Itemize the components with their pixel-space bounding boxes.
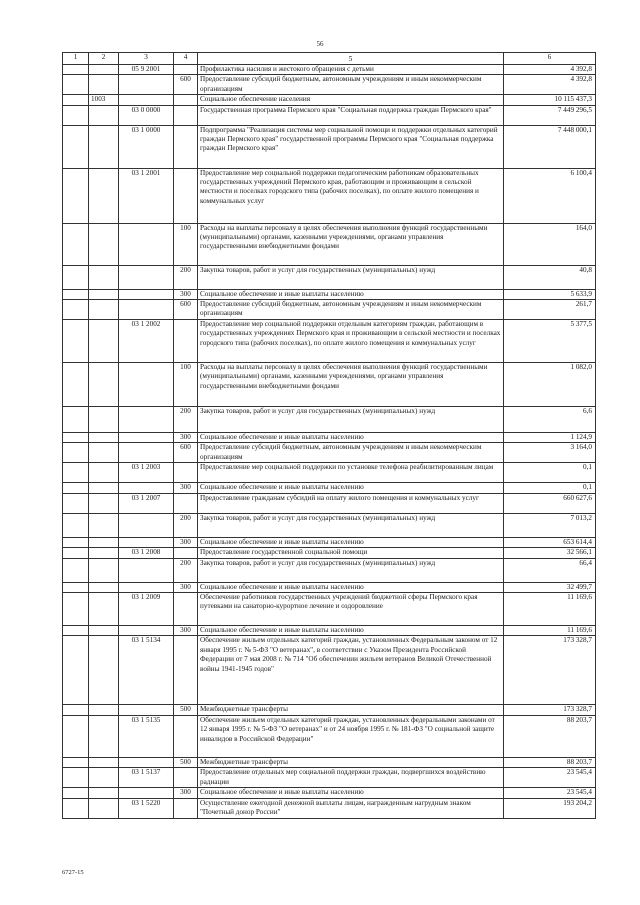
row-description: Социальное обеспечение и иные выплаты населению: [198, 582, 504, 592]
row-col-1: [63, 493, 89, 513]
table-row: [63, 320, 596, 363]
row-target-article: 03 1 2009: [119, 593, 174, 626]
row-amount: 1 082,0: [504, 363, 596, 407]
row-target-article: [119, 558, 174, 582]
row-description: Закупка товаров, работ и услуг для государственных (муниципальных) нужд: [198, 513, 504, 537]
row-col-1: [63, 483, 89, 493]
row-expense-type: 300: [174, 433, 198, 443]
row-target-article: [119, 483, 174, 493]
row-target-article: 03 0 0000: [119, 105, 174, 125]
row-section-code: [89, 300, 119, 320]
row-target-article: [119, 443, 174, 463]
row-description: Предоставление мер социальной поддержки педагогическим работникам образовательных государственных учреждений Пермского края, работающим и проживающим в сельской местности и поселках городского типа (рабочих поселках), по оплате жилого помещения и коммунальных услуг: [198, 168, 504, 223]
row-col-1: [63, 768, 89, 788]
row-amount: 66,4: [504, 558, 596, 582]
row-description: Межбюджетные трансферты: [198, 757, 504, 767]
row-expense-type: 300: [174, 483, 198, 493]
row-section-code: [89, 626, 119, 636]
row-col-1: [63, 223, 89, 265]
row-amount: 193 204,2: [504, 798, 596, 818]
row-description: Расходы на выплаты персоналу в целях обеспечения выполнения функций государственными (муниципальными) органами, казенными учреждениями, органами управления государственными внебюджетными фондами: [198, 223, 504, 265]
header-col-2: 2: [89, 53, 119, 65]
header-col-6: 6: [504, 53, 596, 65]
row-amount: 3 164,0: [504, 443, 596, 463]
row-expense-type: [174, 768, 198, 788]
row-section-code: [89, 705, 119, 715]
row-expense-type: 600: [174, 443, 198, 463]
row-section-code: [89, 768, 119, 788]
row-expense-type: 200: [174, 265, 198, 289]
row-expense-type: [174, 715, 198, 757]
row-target-article: 03 1 5134: [119, 636, 174, 705]
row-section-code: [89, 265, 119, 289]
row-description: Предоставление субсидий бюджетным, автономным учреждениям и иным некоммерческим организациям: [198, 300, 504, 320]
header-col-1: 1: [63, 53, 89, 65]
row-expense-type: 300: [174, 289, 198, 299]
row-amount: 88 203,7: [504, 715, 596, 757]
row-amount: 40,8: [504, 265, 596, 289]
row-col-1: [63, 537, 89, 547]
row-target-article: 03 1 5135: [119, 715, 174, 757]
row-target-article: [119, 75, 174, 95]
table-row: [63, 582, 596, 592]
row-expense-type: [174, 95, 198, 105]
row-description: Закупка товаров, работ и услуг для государственных (муниципальных) нужд: [198, 265, 504, 289]
row-expense-type: [174, 168, 198, 223]
table-row: [63, 513, 596, 537]
table-row: [63, 483, 596, 493]
row-amount: 164,0: [504, 223, 596, 265]
row-target-article: [119, 223, 174, 265]
row-description: Расходы на выплаты персоналу в целях обеспечения выполнения функций государственными (муниципальными) органами, казенными учреждениями, органами управления государственными внебюджетными фондами: [198, 363, 504, 407]
table-row: [63, 65, 596, 75]
row-col-1: [63, 95, 89, 105]
row-expense-type: 200: [174, 513, 198, 537]
table-row: [63, 636, 596, 705]
row-section-code: [89, 798, 119, 818]
row-col-1: [63, 75, 89, 95]
row-section-code: [89, 223, 119, 265]
row-description: Предоставление гражданам субсидий на оплату жилого помещения и коммунальных услуг: [198, 493, 504, 513]
row-section-code: [89, 493, 119, 513]
table-row: [63, 593, 596, 626]
row-col-1: [63, 65, 89, 75]
table-row: [63, 626, 596, 636]
row-description: Предоставление мер социальной поддержки отдельным категориям граждан, работающим в государственных учреждениях Пермского края и проживающим в сельской местности и поселках городского типа (рабочих поселках), по оплате жилого помещения и коммунальных услуг: [198, 320, 504, 363]
row-amount: 173 328,7: [504, 636, 596, 705]
row-section-code: [89, 715, 119, 757]
table-header-row: [63, 53, 596, 65]
table-row: [63, 493, 596, 513]
row-col-1: [63, 363, 89, 407]
table-row: [63, 558, 596, 582]
row-target-article: [119, 788, 174, 798]
table-row: [63, 463, 596, 483]
table-row: [63, 715, 596, 757]
row-amount: 23 545,4: [504, 768, 596, 788]
table-row: [63, 757, 596, 767]
row-expense-type: 600: [174, 75, 198, 95]
row-amount: 7 449 296,5: [504, 105, 596, 125]
row-amount: 6 100,4: [504, 168, 596, 223]
row-amount: 0,1: [504, 483, 596, 493]
row-col-1: [63, 443, 89, 463]
row-section-code: [89, 483, 119, 493]
row-target-article: [119, 513, 174, 537]
row-amount: 10 115 437,3: [504, 95, 596, 105]
row-description: Межбюджетные трансферты: [198, 705, 504, 715]
row-col-1: [63, 582, 89, 592]
row-amount: 660 627,6: [504, 493, 596, 513]
row-amount: 32 566,1: [504, 548, 596, 558]
row-description: Профилактика насилия и жестокого обращения с детьми: [198, 65, 504, 75]
row-target-article: 03 1 0000: [119, 125, 174, 168]
table-row: [63, 105, 596, 125]
row-description: Предоставление государственной социальной помощи: [198, 548, 504, 558]
row-description: Осуществление ежегодной денежной выплаты лицам, награжденным нагрудным знаком "Почетный донор России": [198, 798, 504, 818]
row-expense-type: [174, 593, 198, 626]
row-description: Закупка товаров, работ и услуг для государственных (муниципальных) нужд: [198, 407, 504, 433]
row-description: Обеспечение жильем отдельных категорий граждан, установленных федеральными законами от 12 января 1995 г. № 5-ФЗ "О ветеранах" и от 24 ноября 1995 г. № 181-ФЗ "О социальной защите инвалидов в Российской Федерации": [198, 715, 504, 757]
header-col-5: 5: [198, 53, 504, 65]
row-section-code: [89, 537, 119, 547]
row-target-article: 05 9 2001: [119, 65, 174, 75]
row-col-1: [63, 265, 89, 289]
row-amount: 261,7: [504, 300, 596, 320]
table-row: [63, 289, 596, 299]
row-target-article: [119, 95, 174, 105]
row-col-1: [63, 463, 89, 483]
row-section-code: [89, 125, 119, 168]
row-target-article: [119, 582, 174, 592]
row-amount: 1 124,9: [504, 433, 596, 443]
row-amount: 4 392,8: [504, 75, 596, 95]
row-section-code: [89, 320, 119, 363]
row-description: Закупка товаров, работ и услуг для государственных (муниципальных) нужд: [198, 558, 504, 582]
row-col-1: [63, 513, 89, 537]
row-description: Социальное обеспечение и иные выплаты населению: [198, 289, 504, 299]
row-expense-type: [174, 463, 198, 483]
row-col-1: [63, 125, 89, 168]
row-description: Социальное обеспечение населения: [198, 95, 504, 105]
row-target-article: [119, 626, 174, 636]
budget-table-body: [63, 53, 596, 819]
row-expense-type: 200: [174, 407, 198, 433]
row-col-1: [63, 300, 89, 320]
row-col-1: [63, 788, 89, 798]
row-section-code: [89, 363, 119, 407]
row-col-1: [63, 320, 89, 363]
row-expense-type: [174, 65, 198, 75]
table-row: [63, 363, 596, 407]
row-expense-type: [174, 105, 198, 125]
table-row: [63, 95, 596, 105]
row-description: Социальное обеспечение и иные выплаты населению: [198, 788, 504, 798]
row-section-code: [89, 168, 119, 223]
row-col-1: [63, 548, 89, 558]
table-row: [63, 300, 596, 320]
row-section-code: [89, 65, 119, 75]
row-expense-type: 100: [174, 363, 198, 407]
row-amount: 0,1: [504, 463, 596, 483]
row-expense-type: 100: [174, 223, 198, 265]
row-amount: 5 633,9: [504, 289, 596, 299]
row-description: Обеспечение жильем отдельных категорий граждан, установленных Федеральным законом от 12 января 1995 г. № 5-ФЗ "О ветеранах", в соответствии с Указом Президента Российской Федерации от 7 мая 2008 г. № 714 "Об обеспечении жильем ветеранов Великой Отечественной войны 1941-1945 годов": [198, 636, 504, 705]
header-col-3: 3: [119, 53, 174, 65]
row-target-article: 03 1 2003: [119, 463, 174, 483]
row-expense-type: [174, 548, 198, 558]
row-description: Социальное обеспечение и иные выплаты населению: [198, 433, 504, 443]
header-col-4: 4: [174, 53, 198, 65]
row-col-1: [63, 757, 89, 767]
table-row: [63, 788, 596, 798]
budget-table: [62, 52, 596, 819]
row-section-code: [89, 593, 119, 626]
row-section-code: [89, 582, 119, 592]
row-col-1: [63, 407, 89, 433]
table-row: [63, 548, 596, 558]
row-section-code: [89, 443, 119, 463]
row-target-article: [119, 433, 174, 443]
row-expense-type: 500: [174, 757, 198, 767]
table-row: [63, 768, 596, 788]
row-description: Социальное обеспечение и иные выплаты населению: [198, 626, 504, 636]
row-section-code: [89, 757, 119, 767]
row-amount: 5 377,5: [504, 320, 596, 363]
footer-code: 6727-15: [62, 869, 84, 876]
row-amount: 653 614,4: [504, 537, 596, 547]
table-row: [63, 798, 596, 818]
table-row: [63, 407, 596, 433]
row-target-article: [119, 289, 174, 299]
table-row: [63, 168, 596, 223]
row-description: Подпрограмма "Реализация системы мер социальной помощи и поддержки отдельных категорий граждан Пермского края" государственной программы Пермского края "Социальная поддержка граждан Пермского края": [198, 125, 504, 168]
row-description: Социальное обеспечение и иные выплаты населению: [198, 537, 504, 547]
row-expense-type: 200: [174, 558, 198, 582]
table-row: [63, 537, 596, 547]
row-section-code: [89, 636, 119, 705]
row-target-article: 03 1 2007: [119, 493, 174, 513]
row-amount: 11 169,6: [504, 626, 596, 636]
row-amount: 23 545,4: [504, 788, 596, 798]
row-expense-type: 300: [174, 537, 198, 547]
table-row: [63, 125, 596, 168]
row-expense-type: [174, 636, 198, 705]
row-section-code: [89, 548, 119, 558]
row-amount: 88 203,7: [504, 757, 596, 767]
row-expense-type: 500: [174, 705, 198, 715]
row-col-1: [63, 593, 89, 626]
row-amount: 4 392,8: [504, 65, 596, 75]
row-expense-type: 600: [174, 300, 198, 320]
row-expense-type: 300: [174, 626, 198, 636]
row-target-article: [119, 537, 174, 547]
row-target-article: [119, 300, 174, 320]
row-section-code: 1003: [89, 95, 119, 105]
row-section-code: [89, 558, 119, 582]
row-description: Предоставление мер социальной поддержки по установке телефона реабилитированным лицам: [198, 463, 504, 483]
row-description: Предоставление отдельных мер социальной поддержки граждан, подвергшихся воздействию радиации: [198, 768, 504, 788]
row-amount: 32 499,7: [504, 582, 596, 592]
row-expense-type: [174, 320, 198, 363]
row-col-1: [63, 798, 89, 818]
table-row: [63, 265, 596, 289]
row-section-code: [89, 407, 119, 433]
table-row: [63, 75, 596, 95]
row-section-code: [89, 788, 119, 798]
row-section-code: [89, 513, 119, 537]
row-target-article: [119, 407, 174, 433]
row-col-1: [63, 636, 89, 705]
row-col-1: [63, 168, 89, 223]
table-row: [63, 223, 596, 265]
row-target-article: 03 1 5220: [119, 798, 174, 818]
row-expense-type: 300: [174, 788, 198, 798]
row-section-code: [89, 433, 119, 443]
row-target-article: 03 1 2002: [119, 320, 174, 363]
row-col-1: [63, 105, 89, 125]
row-target-article: 03 1 2001: [119, 168, 174, 223]
row-section-code: [89, 105, 119, 125]
row-amount: 7 013,2: [504, 513, 596, 537]
row-amount: 7 448 000,1: [504, 125, 596, 168]
row-description: Государственная программа Пермского края "Социальная поддержка граждан Пермского края": [198, 105, 504, 125]
row-description: Социальное обеспечение и иные выплаты населению: [198, 483, 504, 493]
row-col-1: [63, 705, 89, 715]
table-row: [63, 433, 596, 443]
row-col-1: [63, 289, 89, 299]
row-col-1: [63, 558, 89, 582]
row-col-1: [63, 626, 89, 636]
page-number: 56: [316, 40, 324, 48]
row-target-article: [119, 265, 174, 289]
row-target-article: 03 1 2008: [119, 548, 174, 558]
table-row: [63, 705, 596, 715]
row-amount: 11 169,6: [504, 593, 596, 626]
row-target-article: [119, 757, 174, 767]
row-expense-type: 300: [174, 582, 198, 592]
row-target-article: [119, 705, 174, 715]
row-amount: 6,6: [504, 407, 596, 433]
row-description: Обеспечение работников государственных учреждений бюджетной сферы Пермского края путевками на санаторно-курортное лечение и оздоровление: [198, 593, 504, 626]
row-expense-type: [174, 125, 198, 168]
row-col-1: [63, 433, 89, 443]
table-row: [63, 443, 596, 463]
row-col-1: [63, 715, 89, 757]
row-expense-type: [174, 493, 198, 513]
row-description: Предоставление субсидий бюджетным, автономным учреждениям и иным некоммерческим организациям: [198, 443, 504, 463]
row-target-article: 03 1 5137: [119, 768, 174, 788]
row-target-article: [119, 363, 174, 407]
row-section-code: [89, 289, 119, 299]
row-section-code: [89, 75, 119, 95]
row-amount: 173 328,7: [504, 705, 596, 715]
row-description: Предоставление субсидий бюджетным, автономным учреждениям и иным некоммерческим организациям: [198, 75, 504, 95]
row-expense-type: [174, 798, 198, 818]
row-section-code: [89, 463, 119, 483]
